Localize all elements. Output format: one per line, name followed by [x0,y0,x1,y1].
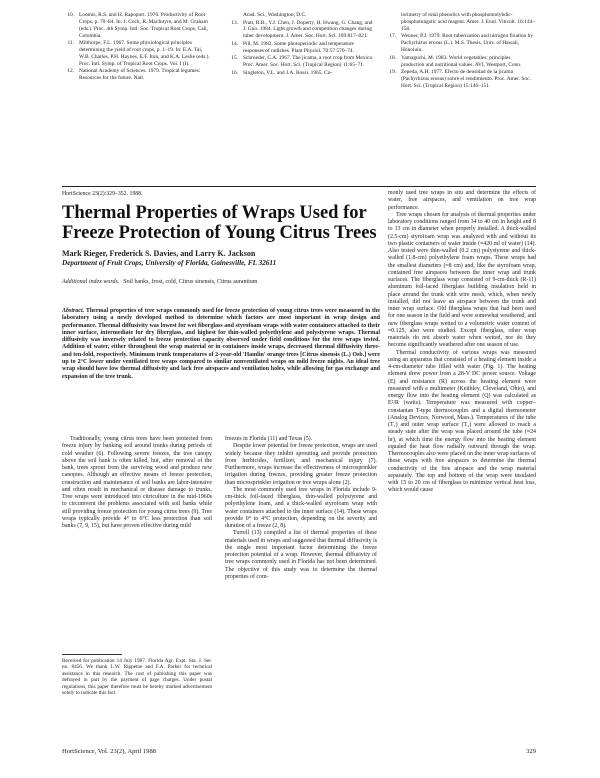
reference-text: Pill, M. 1982. Some photoperiodic and temperature responses of radishes. Plant Physiol. 70:57 570–74. [243,40,354,54]
right-paragraph: Tree wraps chosen for analysis of thermal properties under laboratory conditions ranged from 34 to 40 cm in height and 8 to 13 cm in diameter when properly installed. A thick-walled (2.5-cm) styrofoam wrap was analyzed with and without its two plastic containers of water inside (≈420 ml of water) (14). Also tested were thin-walled (0.2 cm) polystyrene and thick-walled (1.8-cm) polyethylene foam wraps. These wraps had the smallest diameters (≈8 cm) and, like the styrofoam wrap, contained free airspaces between the inner wrap and trunk surfaces. The fiberglass wrap consisted of 9-cm-thick (R-11) aluminum foil-faced fiberglass building insulation held in place around the trunk with wire mesh, which, when newly installed, did not leave an airspace between the trunk and inner wrap surface. Old fiberglass wraps that had been used for one season in the field and were somewhat weathered, and new fiberglass wraps wetted to a volumetric water content of ≈0.125, also were studied. Except fiberglass, other wrap materials do not absorb water when wetted, nor do they become significantly weathered after one season of use. [388,211,536,349]
middle-paragraph: freezes in Florida (11) and Texas (5). [225,436,313,442]
author-list: Mark Rieger, Frederick S. Davies, and Larry K. Jackson [62,249,256,258]
title-block [62,204,380,288]
reference-text: Acad. Sci., Washington, D.C. [243,12,307,18]
reference-item [226,41,376,55]
reference-text: Yamaguchi, M. 1983. World vegetables: principles, production and nutritional values. AVI, Westport, Conn. [401,54,522,68]
left-column [62,436,212,530]
right-paragraph: monly used tree wraps in situ and determine the effects of water, free airspaces, and ventilation on tree wrap performance. [388,190,536,211]
reference-item [226,12,376,19]
reference-text: Singleton, V.L. and J.A. Rossi. 1965. Co- [243,69,333,76]
reference-number: 17. [389,33,396,40]
right-paragraph: Thermal conductivity of various wraps was measured using an apparatus that consisted of a heating element inside a 4-cm-diameter tube filled with water (Fig. 1). The heating element drew power from a 28-V DC power source. Voltage (E) and resistance (R) across the heating element were measured with a multimeter (Keithley, Cleveland, Ohio), and energy flow into the heating element (Q) was calculated as E²/R (watts). Temperature was measured with copper–constantan T-type thermocouples and a digital thermometer (Analog Devices, Norwood, Mass.). Temperatures of the tube (T₁) and outer wrap surface (T₂) were allowed to reach a steady state after the wrap was placed around the tube (≈24 hr), at which time the energy flow into the heating element equaled the heat flow radially outward through the wrap. Thermocouples also were placed on the inner wrap surfaces of those wraps with free airspaces to determine the thermal conductivity of the free airspace and the wrap material separately. The top and bottom of the wrap were insulated with 15 to 20 cm of fiberglass to minimize vertical heat loss, which would cause [388,349,536,494]
middle-paragraph: Despite lower potential for freeze protection, wraps are used widely because they inhibit sprouting and provide protection from herbicides, fertilizer, and mechanical injury (7). Furthermore, wraps increase the effectiveness of microsprinkler irrigation during freezes, providing greater freeze protection than microsprinkler irrigation or tree wraps alone (2). [225,443,377,486]
references-column-1 [62,12,212,83]
abstract-label: Abstract. [62,308,85,314]
reference-text: National Academy of Sciences. 1979. Tropical legumes: Resources for the future. Natl. [79,68,201,82]
reference-item [62,68,212,82]
reference-number: 15. [231,55,238,62]
reference-number: 19. [389,69,396,76]
left-paragraph: Traditionally, young citrus trees have been protected from freeze injury by banking soil around trunks during periods of cold weather (6). Following severe freezes, the tree canopy above the soil bank is often killed, but, after removal of the bank, trees sprout from the surviving wood and produce new canopies. Although an effective means of freeze protection, construction and maintenance of soil banks are labor-intensive and often result in mechanical or disease damage to trunks. Tree wraps were introduced into citriculture in the mid-1960s to circumvent the problems associated with soil banks while still providing freeze protection for young citrus trees (9). Tree wraps typically provide 4° to 6°C less protection than soil banks (7, 9, 15), but have proven effective during mild [62,436,212,529]
reference-text: Schroeder, C.A. 1967. The jicama, a root crop from Mexico. Proc. Amer. Soc. Hort. Sci. (Tropical Region) 11:65–71. [243,55,374,69]
reference-item [226,70,376,77]
article-title: Thermal Properties of Wraps Used for Freeze Protection of Young Citrus Trees [62,203,377,243]
reference-number: 18. [389,54,396,61]
reference-text: Loomis, R.S. and H. Rapoport. 1976. Productivity of Root Crops, p. 70–84. In: J. Cock, R. MacIntyre, and M. Graham (eds.). Proc. 4th Symp. Intl. Soc. Tropical Root Crops, Cali, Colombia. [79,12,208,39]
footnote: Received for publication 14 July 1987. Florida Agr. Expt. Sta. J. Ser. no. 8456. We thank L.W. Rippetoe and F.A. Parker for technical assistance in this research. The cost of publishing this paper was defrayed in part by the payment of page charges. Under postal regulations, this paper therefore must be hereby marked advertisement solely to indicate this fact. [62,658,212,697]
reference-text: Milthorpe, F.L. 1967. Some physiological principles determining the yield of root crops, p. 1–19. In: E.A. Tai, W.B. Charles, P.H. Haynes, E.F. Iton, and K.A. Leslie (eds.). Proc. Intl. Symp. of Tropical Root Crops. Vol. I (I). [79,40,210,67]
reference-number: 14. [231,40,238,47]
middle-paragraph: Turrell (13) compiled a list of thermal properties of these materials used in wraps and suggested that thermal diffusivity is the single most important factor determining the freeze protection potential of a wrap. However, thermal diffusivity of tree wraps commonly used in Florida has not been determined. The objective of this study was to determine the thermal properties of com- [225,530,377,580]
reference-number [384,12,401,33]
reference-item [226,55,376,69]
reference-item [384,33,536,54]
reference-number [226,12,243,19]
references-column-3 [384,12,536,90]
page-footer-journal: HortScience, Vol. 23(2), April 1988 [62,748,157,755]
references-column-2 [226,12,376,77]
reference-number: 16. [231,69,238,76]
abstract-text: Thermal properties of tree wraps commonly used for freeze protection of young citrus trees were measured in the laboratory using a newly developed method to determine which factors are most important in wrap design and performance. Thermal diffusivity was lowest for wet fiberglass and styrofoam wraps with water containers attached to their inner surface, intermediate for dry fiberglass, and highest for thin-walled polyethylene and polystyrene wraps. Thermal diffusivity was inversely related to freeze protection capacity observed under field conditions for the tree wraps tested. Addition of water, either throughout the wrap material or in containers inside wraps, decreased thermal diffusivity three- and ten-fold, respectively. Minimum trunk temperatures of 2-year-old 'Hamlin' orange trees [Citrus sinensis (L.) Osb.] were up to 2°C lower under ventilated tree wraps compared to similar nonventilated wraps on mild freeze nights. An ideal tree wrap should have low thermal diffusivity and lack free airspaces and ventilation holes, while allowing for gas exchange and expansion of the tree trunk. [62,308,380,380]
reference-text: Pratt, R.B., Y.J. Chen, J. Doperty, H. Hwang, G. Chang, and J. Guo. 1984. Light growth and competition changes during tuber development. J. Amer. Soc. Hort. Sci. 109:817–821. [243,19,373,40]
page-number: 329 [526,748,536,755]
keywords [62,270,380,288]
reference-item [384,55,536,69]
abstract [62,308,380,381]
middle-column [225,436,377,581]
reference-item [62,40,212,68]
reference-number: 10. [67,12,74,18]
reference-item [384,12,536,33]
reference-number: 13. [231,19,238,26]
reference-item [62,12,212,40]
footnote-rule [62,654,122,655]
reference-number: 11. [67,40,74,47]
reference-text: lorimetry of total phenolics with phosphomolybdic-phosphotungstic acid reagent. Amer. J. Enol. Viticult. 16:144–158. [401,12,536,32]
keywords-label: Additional index words. [62,279,120,285]
reference-number: 12. [67,68,74,75]
middle-paragraph: The most commonly used tree wraps in Florida include 9-cm-thick foil-faced fiberglass, thin-walled polystyrene and polyethylene foam, and a thick-walled styrofoam wrap with water containers attached to the inner surface (14). These wraps provide 0° to 4°C protection, depending on the severity and duration of a freeze (2, 8). [225,486,377,529]
journal-line: HortScience 23(2):329–352. 1988. [62,191,143,197]
reference-item [226,20,376,41]
right-column [388,190,536,495]
affiliation: Department of Fruit Crops, University of Florida, Gainesville, FL 32611 [62,259,277,267]
reference-item [384,69,536,90]
keywords-text: Soil banks, frost, cold, Citrus sinensis, Citrus aurantium [123,279,258,285]
section-divider [62,186,536,187]
reference-text: Wenner, P.J. 1979. Root tuberization and nitrogen fixation by Pachyrhizus erosus (L.). M.S. Thesis, Univ. of Hawaii, Honolulu. [401,33,533,54]
reference-text: Zepeda, A.H. 1977. Efecto de densidad de la jícama (Pachyrhizus erosus) sobre el rendimiento. Proc. Amer. Soc. Hort. Sci. (Tropical Region) 15:146–151. [401,69,531,89]
